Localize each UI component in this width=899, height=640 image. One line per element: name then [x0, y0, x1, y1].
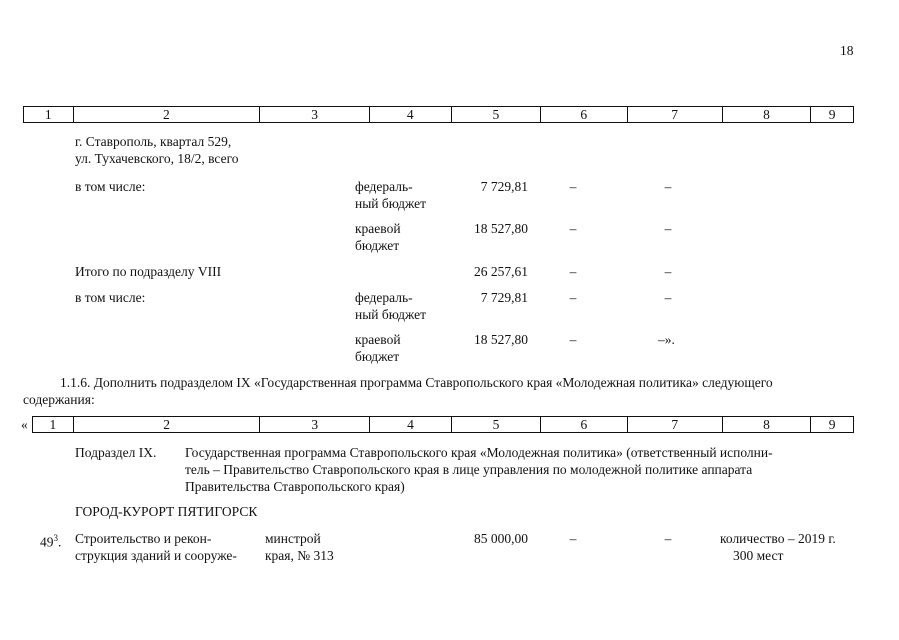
- header-cell: 5: [451, 417, 540, 432]
- item-name-line: струкция зданий и сооруже-: [75, 548, 237, 563]
- funding-source: ный бюджет: [355, 307, 427, 322]
- quote-mark: «: [21, 417, 28, 432]
- object-name-line: ул. Тухачевского, 18/2, всего: [75, 151, 239, 166]
- header-cell: 4: [369, 107, 451, 122]
- col6-value: –: [569, 531, 577, 546]
- amount: 26 257,61: [474, 264, 528, 279]
- item-customer-line: минстрой: [265, 531, 321, 546]
- header-cell: 5: [451, 107, 540, 122]
- col7-value: –: [664, 290, 672, 305]
- col7-value: –».: [658, 332, 675, 347]
- subsection-text-line: Государственная программа Ставропольского края «Молодежная политика» (ответственный исполни-: [185, 445, 773, 460]
- col6-value: –: [569, 221, 577, 236]
- funding-source: ный бюджет: [355, 196, 427, 211]
- amount: 18 527,80: [474, 332, 528, 347]
- subsection-text-line: тель – Правительство Ставропольского края в лице управления по молодежной политике аппарата: [185, 462, 753, 477]
- header-cell: 1: [49, 417, 57, 432]
- row-label: в том числе:: [75, 179, 146, 194]
- row-label: Итого по подразделу VIII: [75, 264, 222, 279]
- city-heading: ГОРОД-КУРОРТ ПЯТИГОРСК: [75, 504, 258, 519]
- col7-value: –: [664, 221, 672, 236]
- header-cell: 8: [722, 417, 810, 432]
- header-cell: 9: [810, 417, 853, 432]
- col6-value: –: [569, 332, 577, 347]
- header-cell: 2: [73, 417, 260, 432]
- col6-value: –: [569, 179, 577, 194]
- column-header-row: [32, 416, 854, 433]
- funding-source: федераль-: [355, 179, 413, 194]
- column-header-row: [23, 106, 854, 123]
- col7-value: –: [664, 264, 672, 279]
- header-cell: 7: [627, 417, 722, 432]
- row-label: в том числе:: [75, 290, 146, 305]
- col6-value: –: [569, 264, 577, 279]
- col7-value: –: [664, 179, 672, 194]
- funding-source: бюджет: [355, 349, 400, 364]
- object-name-line: г. Ставрополь, квартал 529,: [75, 134, 232, 149]
- item-result-line: 300 мест: [733, 548, 784, 563]
- amount: 85 000,00: [474, 531, 528, 546]
- header-cell: 9: [810, 107, 853, 122]
- item-number-superscript: 3: [53, 533, 58, 543]
- funding-source: краевой: [355, 332, 401, 347]
- funding-source: федераль-: [355, 290, 413, 305]
- item-result-line: количество – 2019 г.: [720, 531, 836, 546]
- header-cell: 2: [73, 107, 260, 122]
- item-name-line: Строительство и рекон-: [75, 531, 212, 546]
- funding-source: краевой: [355, 221, 401, 236]
- header-cell: 6: [540, 107, 627, 122]
- header-cell: 4: [369, 417, 451, 432]
- amount: 7 729,81: [480, 179, 528, 194]
- funding-source: бюджет: [355, 238, 400, 253]
- subsection-text-line: Правительства Ставропольского края): [185, 479, 405, 494]
- item-customer-line: края, № 313: [265, 548, 334, 563]
- paragraph-line: 1.1.6. Дополнить подразделом IX «Государственная программа Ставропольского края «Молодежная политика» следующего: [60, 375, 773, 390]
- header-cell: 1: [44, 107, 52, 122]
- page-number: 18: [840, 43, 854, 58]
- amount: 7 729,81: [480, 290, 528, 305]
- item-number-main: 49: [40, 534, 54, 550]
- col7-value: –: [664, 531, 672, 546]
- amount: 18 527,80: [474, 221, 528, 236]
- header-cell: 8: [722, 107, 810, 122]
- header-cell: 7: [627, 107, 722, 122]
- item-number: $49^3$.: [40, 533, 62, 550]
- col6-value: –: [569, 290, 577, 305]
- subsection-label: Подраздел IX.: [75, 445, 157, 460]
- header-cell: 3: [259, 417, 369, 432]
- header-cell: 6: [540, 417, 626, 432]
- header-cell: 3: [259, 107, 369, 122]
- paragraph-line: содержания:: [23, 392, 95, 407]
